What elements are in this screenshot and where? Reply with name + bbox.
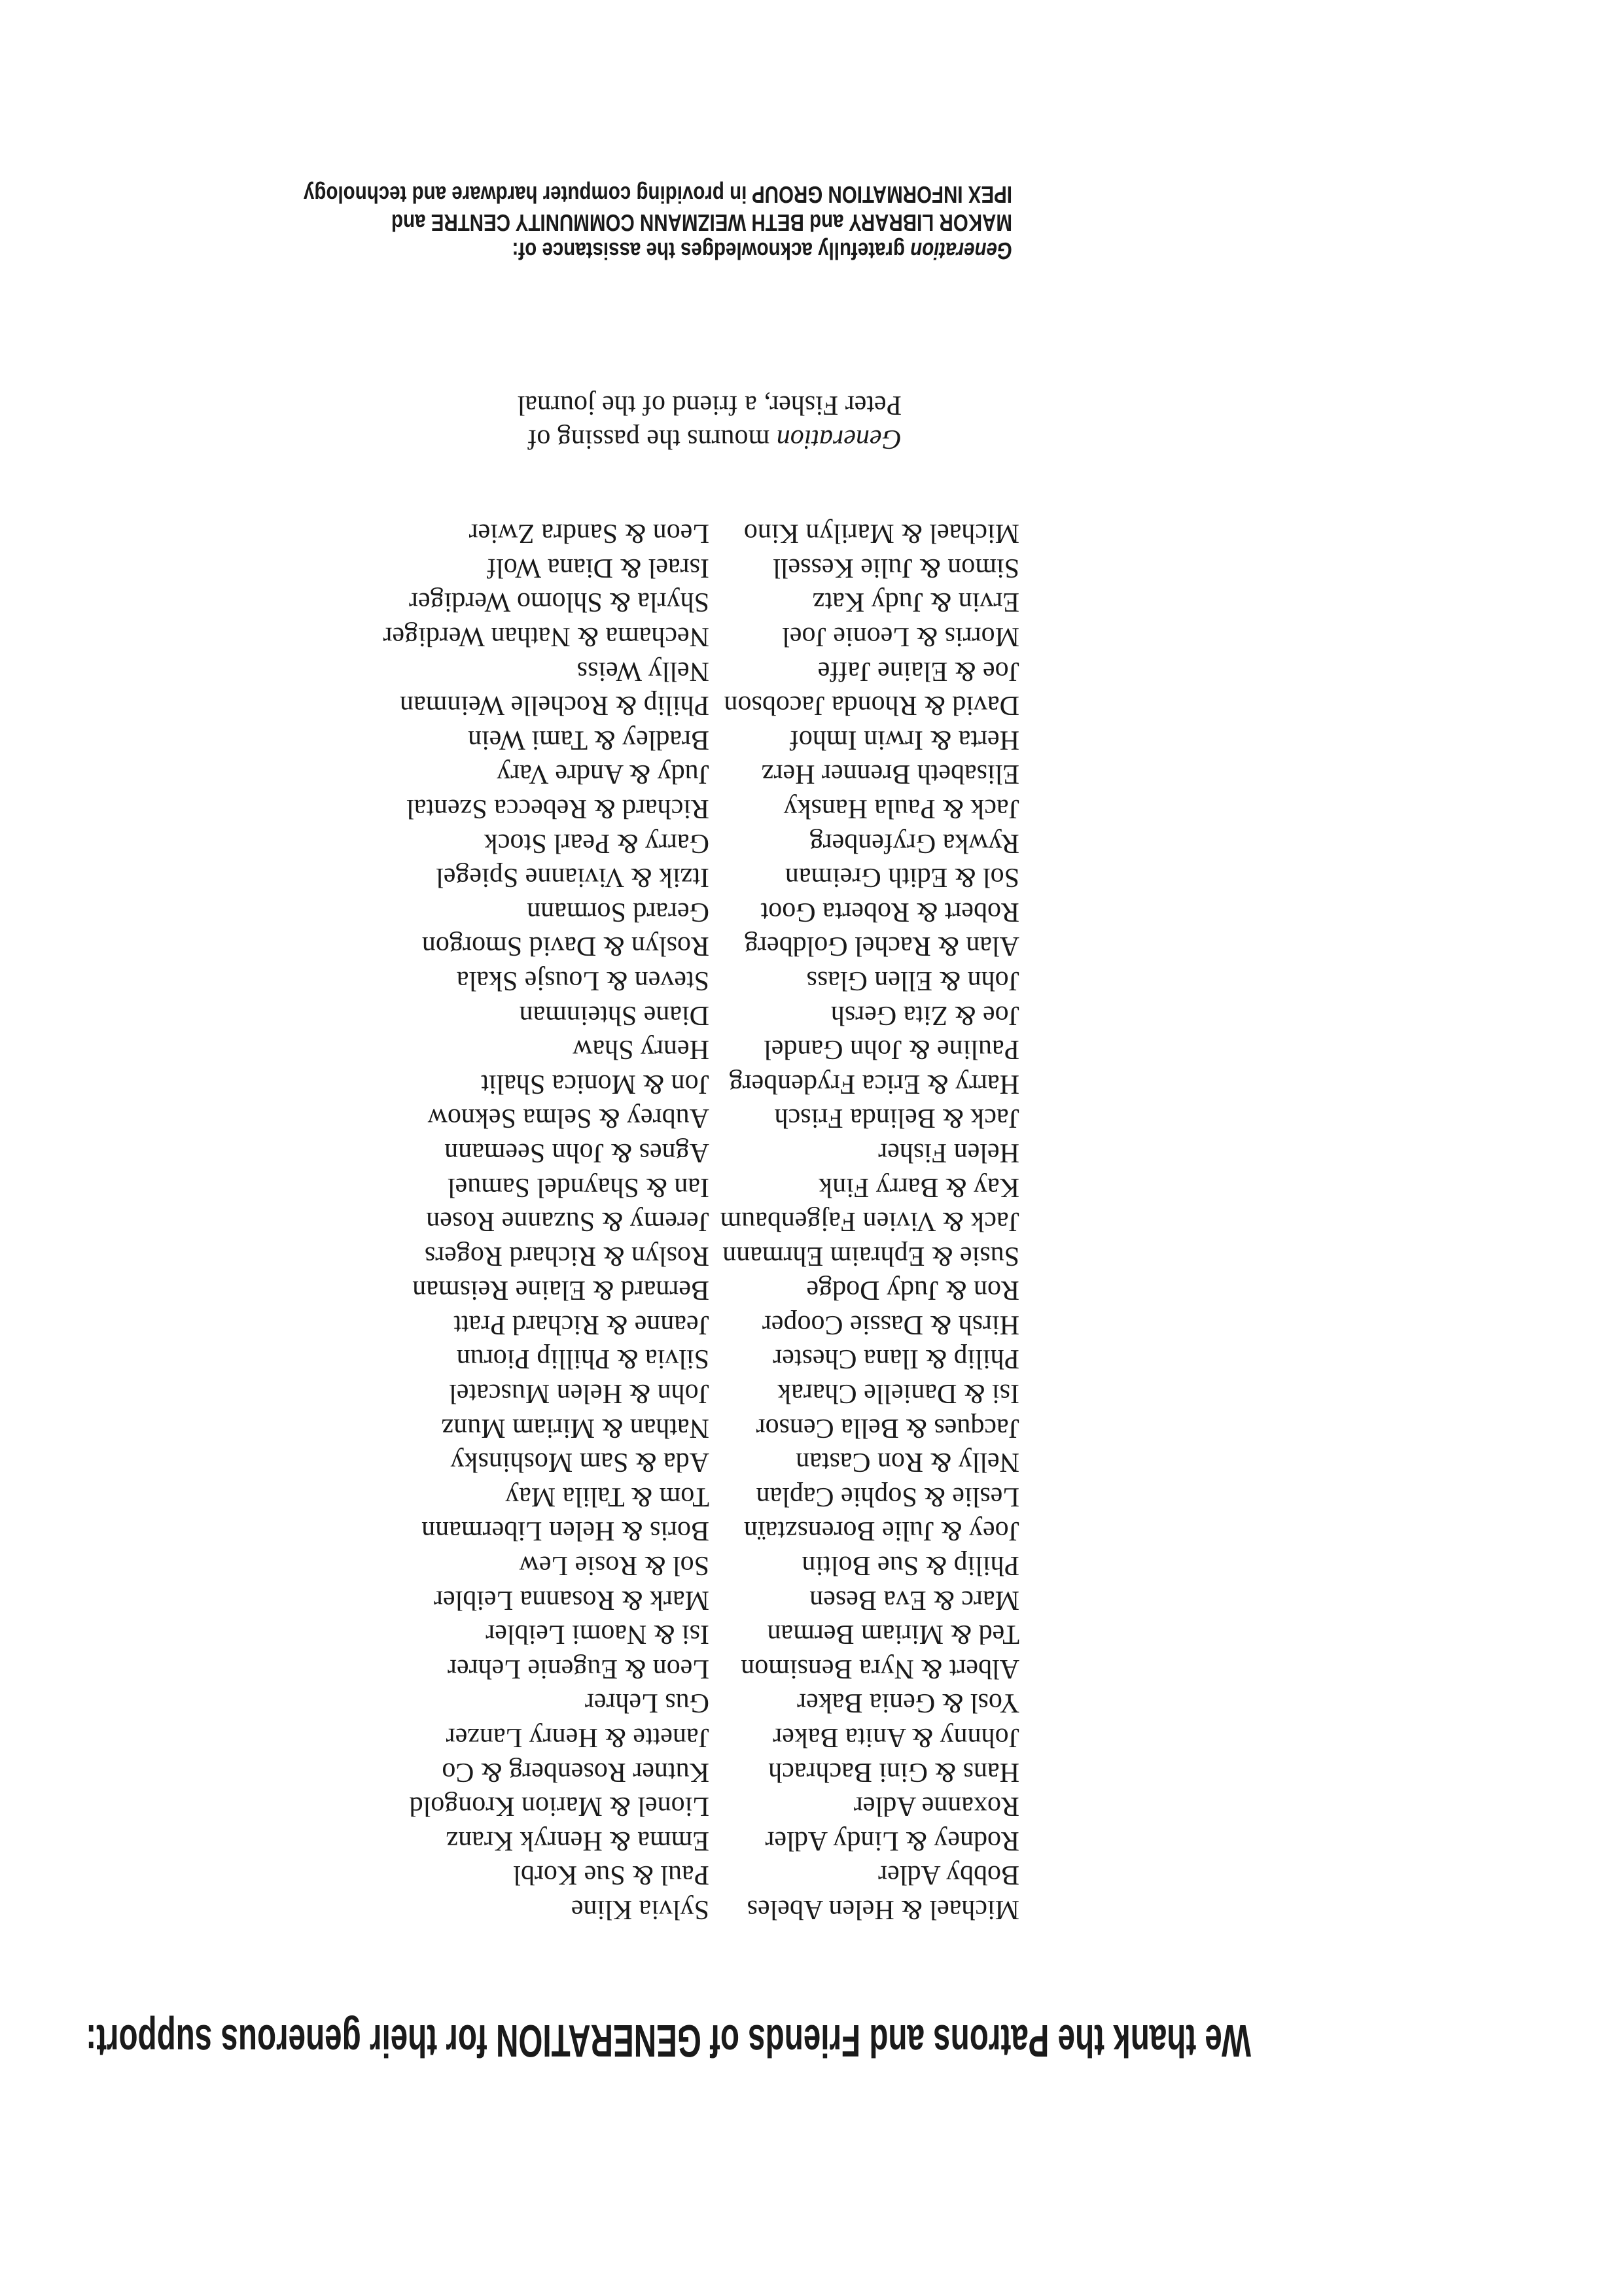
patron-name: Henry Shaw — [573, 1034, 709, 1065]
patron-name: Steven & Lousje Skala — [456, 965, 709, 996]
patron-name: Morris & Leonie Joel — [782, 621, 1019, 652]
patron-name: Jack & Belinda Frisch — [774, 1103, 1019, 1134]
patron-name: Richard & Rebecca Szental — [406, 793, 709, 824]
patron-name: Jack & Vivien Fajgenbaum — [720, 1206, 1019, 1237]
acknowledgement-line-1 — [304, 237, 1012, 265]
patron-name: Gus Lehrer — [584, 1688, 709, 1718]
patron-name: Sol & Rosie Lew — [519, 1550, 709, 1581]
patron-name: Leon & Sandra Zwier — [468, 518, 709, 549]
patrons-list-left — [720, 516, 1019, 1926]
mourning-notice — [518, 388, 902, 456]
patron-name: Simon & Julie Kessell — [773, 552, 1019, 583]
patron-name: Philip & Ilana Chester — [773, 1344, 1019, 1374]
patron-name: Philip & Sue Boltin — [802, 1550, 1019, 1581]
patron-name: Michael & Marilyn Kino — [743, 518, 1019, 549]
patron-name: Johnny & Anita Baker — [773, 1722, 1019, 1753]
patron-name: Boris & Helen Libermann — [421, 1516, 709, 1546]
patron-name: Susie & Ephraim Ehrmann — [722, 1240, 1019, 1271]
mourning-text: mourns the passing of — [527, 424, 777, 454]
patron-name: Alan & Rachel Goldberg — [744, 931, 1019, 962]
patron-name: Marc & Eva Besen — [809, 1584, 1019, 1615]
mourning-line-2: Peter Fisher, a friend of the journal — [517, 390, 902, 420]
patron-name: Helen Fisher — [878, 1137, 1019, 1168]
patron-name: Sol & Edith Greiman — [785, 862, 1019, 893]
patron-name: John & Ellen Glass — [806, 965, 1019, 996]
patron-name: Roslyn & David Smorgon — [421, 931, 709, 962]
patron-name: Shyrla & Shlomo Werdiger — [409, 587, 709, 617]
patron-name: Ada & Sam Moshinsky — [450, 1447, 709, 1478]
patron-name: Lionel & Marion Krongold — [409, 1791, 709, 1822]
patron-name: Israel & Diana Wolf — [487, 552, 709, 583]
journal-name: Generation — [910, 237, 1012, 264]
patron-name: Bernard & Elaine Reisman — [412, 1275, 709, 1306]
patron-name: Jacques & Bella Censor — [756, 1412, 1019, 1443]
patron-name: Philip & Rochelle Weinman — [400, 690, 709, 721]
patron-name: Jeanne & Richard Pratt — [453, 1309, 709, 1340]
patron-name: Jeremy & Suzanne Rosen — [426, 1206, 709, 1237]
patron-name: Bobby Adler — [878, 1860, 1019, 1890]
patron-name: Jack & Paula Hansky — [783, 793, 1019, 824]
patron-name: Bradley & Tami Wein — [468, 724, 709, 755]
patron-name: Judy & Andre Vary — [497, 759, 709, 790]
patron-name: Paul & Sue Korbl — [513, 1860, 709, 1890]
patron-name: Roslyn & Richard Rogers — [424, 1240, 709, 1271]
patron-name: Joe & Zita Gersh — [830, 1000, 1019, 1030]
patron-name: Hans & Gini Bachrach — [768, 1756, 1019, 1787]
patron-name: Harry & Erica Frydenberg — [729, 1068, 1019, 1099]
patron-name: Aubrey & Selma Seknow — [427, 1103, 709, 1134]
acknowledgement-text: gratefully acknowledges the assistance of: — [512, 237, 911, 264]
mourning-line-1 — [518, 422, 902, 456]
patron-name: Jon & Monica Shalit — [481, 1068, 709, 1099]
patron-name: Garry & Pearl Stock — [484, 827, 709, 858]
patron-name: Robert & Roberta Goot — [760, 896, 1019, 927]
acknowledgement-block — [304, 181, 1012, 265]
patron-name: Ted & Miriam Berman — [767, 1619, 1019, 1650]
patron-name: Pauline & John Gandel — [764, 1034, 1019, 1065]
patron-name: Tom & Talila May — [505, 1481, 709, 1512]
patron-name: Elisabeth Brenner Herz — [761, 759, 1019, 790]
patron-name: Joey & Julie Borensztaїn — [743, 1516, 1019, 1546]
patron-name: Diane Shteinman — [519, 1000, 709, 1030]
patron-name: Nathan & Miriam Munz — [441, 1412, 709, 1443]
patron-name: Rywka Gryfenberg — [809, 827, 1019, 858]
patron-name: Agnes & John Seemann — [444, 1137, 709, 1168]
patron-name: Silvia & Phillip Piorun — [456, 1344, 709, 1374]
patron-name: Nelly & Ron Castan — [796, 1447, 1019, 1478]
patrons-list-right — [383, 516, 709, 1926]
patron-name: Joe & Elaine Jaffe — [817, 655, 1019, 686]
patron-name: Itzik & Vivianne Spiegel — [436, 862, 709, 893]
patron-name: Michael & Helen Abeles — [747, 1894, 1019, 1924]
patron-name: Janette & Henry Lanzer — [446, 1722, 709, 1753]
patron-name: Ervin & Judy Katz — [812, 587, 1019, 617]
patron-name: Leon & Eugenie Lehrer — [448, 1653, 709, 1684]
patron-name: Gerard Sormann — [527, 896, 709, 927]
patron-name: John & Helen Muscatel — [449, 1378, 709, 1409]
page-heading: We thank the Patrons and Friends of GENERATION for their generous support: — [86, 2015, 1251, 2066]
journal-name: Generation — [776, 424, 902, 454]
patron-name: Leslie & Sophie Caplan — [756, 1481, 1019, 1512]
patron-name: Albert & Nyra Bensimon — [741, 1653, 1019, 1684]
patron-name: Rodney & Lindy Adler — [765, 1825, 1019, 1856]
patron-name: David & Rhonda Jacobson — [724, 690, 1019, 721]
patron-name: Roxanne Adler — [853, 1791, 1019, 1822]
patron-name: Ian & Shayndel Samuel — [447, 1172, 709, 1202]
patron-name: Isi & Naomi Leibler — [485, 1619, 709, 1650]
patron-name: Hirsh & Dassie Cooper — [762, 1309, 1019, 1340]
patron-name: Yosl & Genia Baker — [797, 1688, 1019, 1718]
acknowledgement-line-2: MAKOR LIBRARY and BETH WEIZMANN COMMUNITY CENTRE and — [391, 209, 1012, 236]
patron-name: Ron & Judy Dodge — [806, 1275, 1019, 1306]
patron-name: Sylvia Kline — [571, 1894, 709, 1924]
patron-name: Nelly Weiss — [576, 655, 709, 686]
patron-name: Emma & Henryk Kranz — [446, 1825, 709, 1856]
patron-name: Nechama & Nathan Werdiger — [383, 621, 709, 652]
acknowledgement-line-3: IPEX INFORMATION GROUP in providing computer hardware and technology — [303, 181, 1012, 208]
patron-name: Kutner Rosenberg & Co — [442, 1756, 709, 1787]
patron-name: Mark & Rosanna Leibler — [433, 1584, 709, 1615]
patron-name: Herta & Irwin Imhof — [789, 724, 1019, 755]
patron-name: Kay & Barry Fink — [819, 1172, 1019, 1202]
patron-name: Isi & Danielle Charak — [777, 1378, 1019, 1409]
